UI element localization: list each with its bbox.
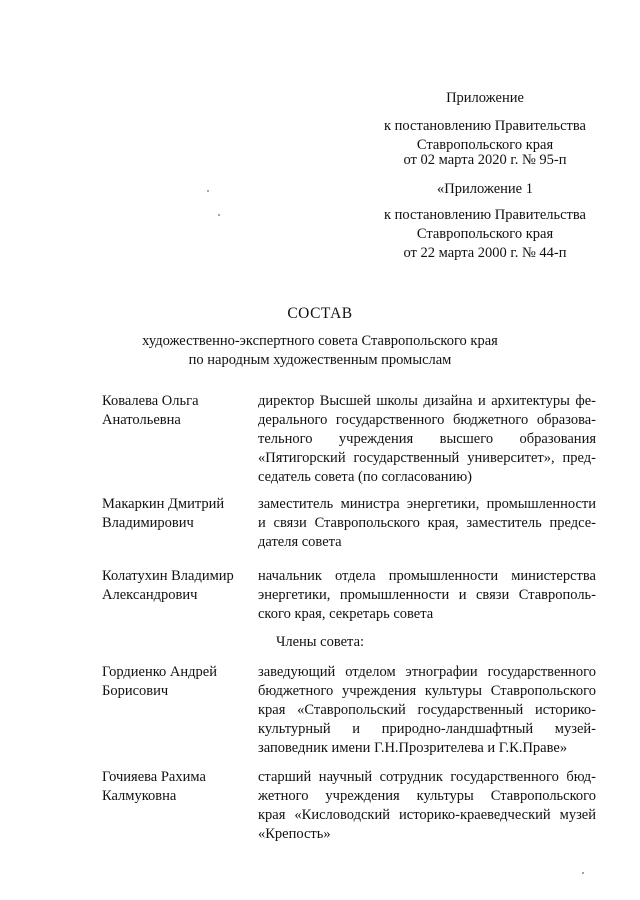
member-role-line: заповедник имени Г.Н.Прозрителева и Г.К.Праве» xyxy=(258,740,568,756)
member-role-line: культурный и природно-ландшафтный музей- xyxy=(258,721,596,737)
member-name-line1: Ковалева Ольга xyxy=(102,393,199,409)
member-role xyxy=(258,663,596,758)
annex-decree xyxy=(360,117,610,155)
member-name-line1: Колатухин Владимир xyxy=(102,568,234,584)
member-role xyxy=(258,495,596,552)
member-role-line: дателя совета xyxy=(258,534,342,550)
member-role-line: дерального государственного бюджетного образова- xyxy=(258,412,596,428)
document-subtitle-line1: художественно-экспертного совета Ставропольского края xyxy=(142,333,498,349)
member-name-line1: Гордиенко Андрей xyxy=(102,664,217,680)
member-role-line: края «Ставропольский государственный историко- xyxy=(258,702,596,718)
annex1-date-text: от 22 марта 2000 г. № 44-п xyxy=(403,245,567,261)
member-role xyxy=(258,567,596,624)
member-role-line: и связи Ставропольского края, заместитель предсе- xyxy=(258,515,596,531)
member-role xyxy=(258,392,596,487)
member-name-line2: Анатольевна xyxy=(102,412,181,428)
member-role-line: директор Высшей школы дизайна и архитектуры фе- xyxy=(258,393,596,409)
annex1-decree-line1: к постановлению Правительства xyxy=(384,207,586,223)
member-name xyxy=(102,567,252,605)
annex1-title-text: «Приложение 1 xyxy=(437,181,533,197)
member-name-line1: Макаркин Дмитрий xyxy=(102,496,225,512)
annex-title-text: Приложение xyxy=(446,90,524,106)
annex-decree-line2: Ставропольского края xyxy=(416,137,554,153)
member-role-line: заведующий отделом этнографии государственного xyxy=(258,664,596,680)
annex1-decree xyxy=(360,206,610,263)
member-role-line: старший научный сотрудник государственного бюд- xyxy=(258,769,596,785)
member-role xyxy=(258,768,596,844)
member-name-line2: Калмуковна xyxy=(102,788,177,804)
member-role-line: жетного учреждения культуры Ставропольского xyxy=(258,788,596,804)
member-name xyxy=(102,663,252,701)
annex1-title xyxy=(360,180,610,199)
scan-speck xyxy=(207,190,209,192)
member-name-line2: Борисович xyxy=(102,683,169,699)
member-role-line: края «Кисловодский историко-краеведческий музей xyxy=(258,807,596,823)
member-name xyxy=(102,768,252,806)
member-name xyxy=(102,392,252,430)
members-heading: Члены совета: xyxy=(275,634,365,650)
member-role-line: тельного учреждения высшего образования xyxy=(258,431,596,447)
member-role-line: бюджетного учреждения культуры Ставропольского xyxy=(258,683,596,699)
member-role-line: энергетики, промышленности и связи Ставрополь- xyxy=(258,587,596,603)
member-role-line: седатель совета (по согласованию) xyxy=(258,469,472,485)
member-role-line: «Крепость» xyxy=(258,826,331,842)
document-subtitle-line2: по народным художественным промыслам xyxy=(188,352,452,368)
annex-date xyxy=(360,151,610,170)
member-name-line2: Александрович xyxy=(102,587,198,603)
member-role-line: «Пятигорский государственный университет», пред- xyxy=(258,450,596,466)
scan-speck xyxy=(218,214,220,216)
annex1-decree-line2: Ставропольского края xyxy=(416,226,554,242)
member-name xyxy=(102,495,252,533)
annex-decree-line1: к постановлению Правительства xyxy=(384,118,586,134)
scan-speck xyxy=(582,872,584,874)
annex-date-text: от 02 марта 2020 г. № 95-п xyxy=(403,152,567,168)
document-subtitle xyxy=(0,332,640,370)
member-name-line2: Владимирович xyxy=(102,515,194,531)
document-title: СОСТАВ xyxy=(287,305,353,322)
member-role-line: заместитель министра энергетики, промышленности xyxy=(258,496,596,512)
member-name-line1: Гочияева Рахима xyxy=(102,769,206,785)
member-role-line: начальник отдела промышленности министерства xyxy=(258,568,596,584)
member-role-line: ского края, секретарь совета xyxy=(258,606,434,622)
annex-title xyxy=(360,89,610,108)
